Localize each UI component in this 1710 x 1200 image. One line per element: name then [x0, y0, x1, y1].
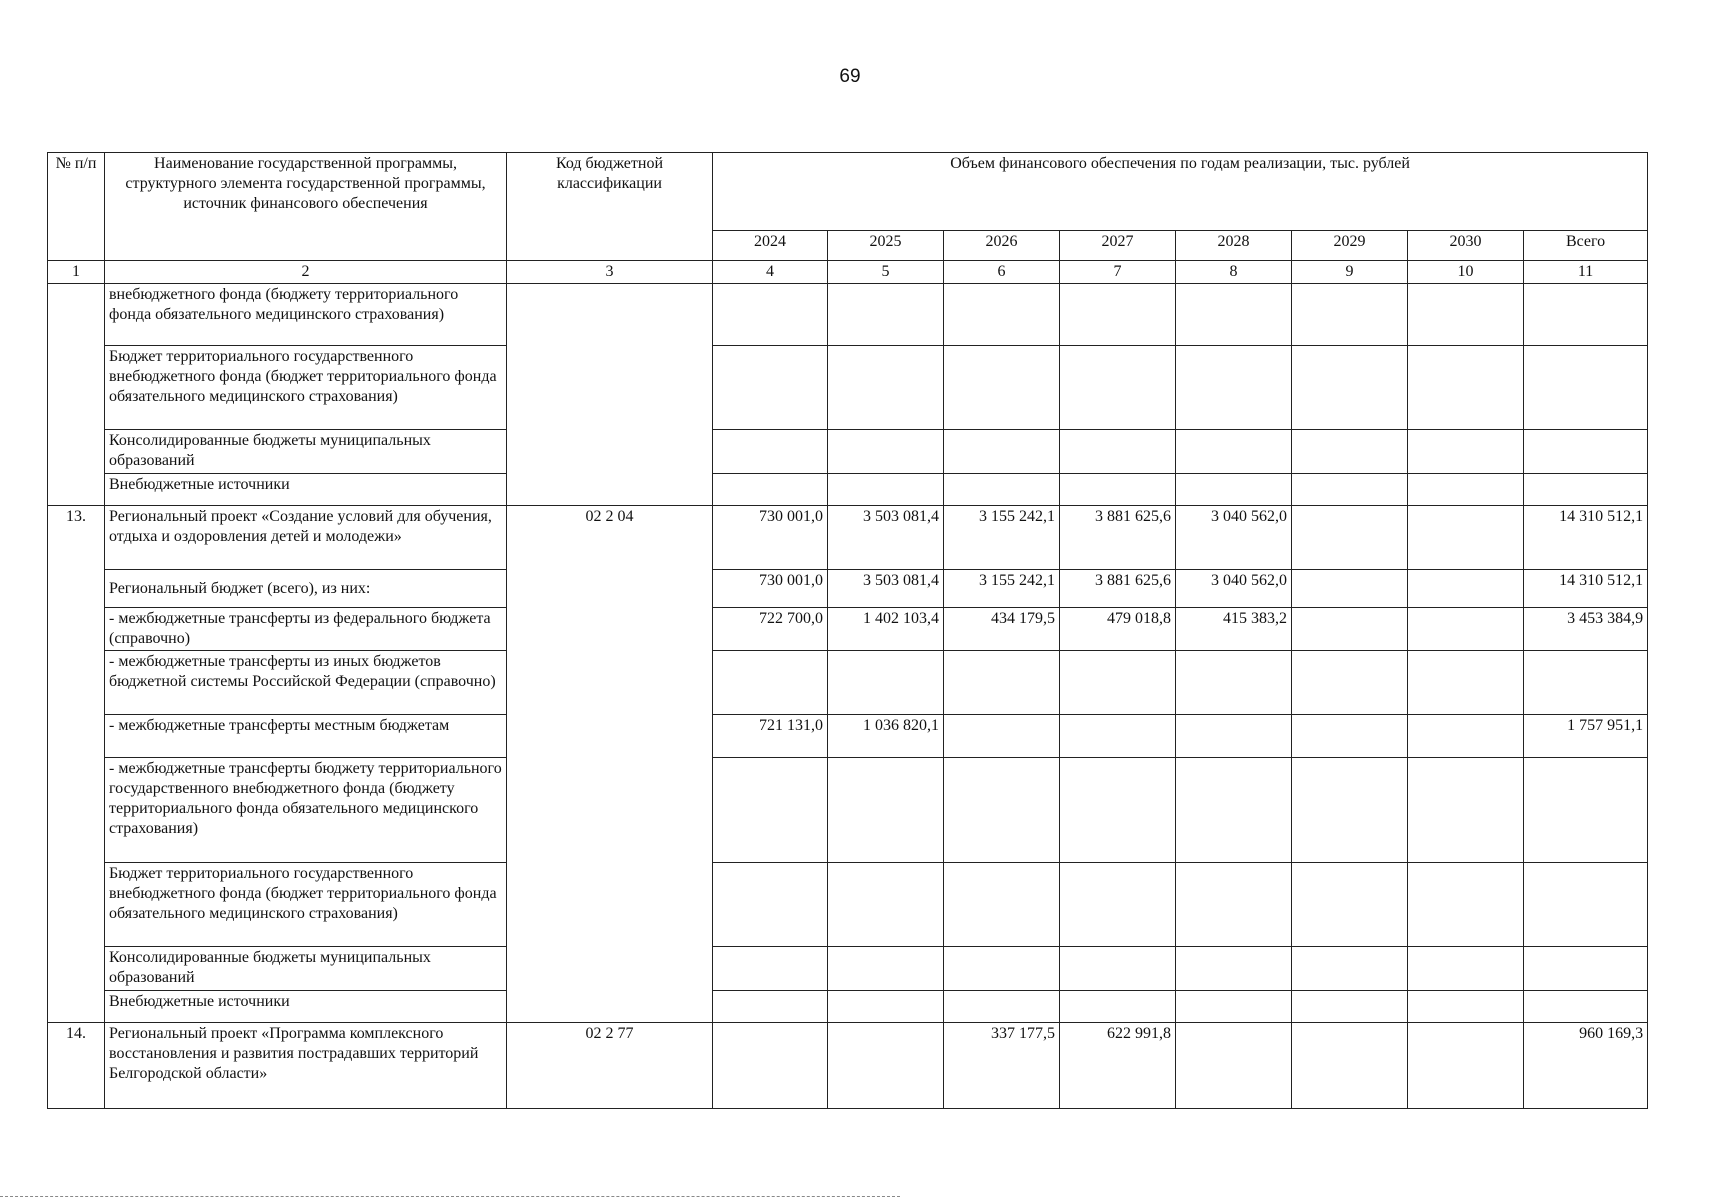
- source-name: Региональный бюджет (всего), из них:: [105, 570, 507, 608]
- value-cell: [828, 863, 944, 947]
- value-cell: 3 881 625,6: [1060, 506, 1176, 570]
- code-cell: [507, 284, 713, 506]
- table-row: [48, 651, 1648, 715]
- table-row: [48, 715, 1648, 758]
- value-cell: [1408, 570, 1524, 608]
- value-cell: [828, 346, 944, 430]
- value-cell: [1292, 715, 1408, 758]
- value-cell: [1176, 284, 1292, 346]
- value-cell: [1524, 284, 1648, 346]
- num-cell: [48, 284, 105, 506]
- value-cell: 730 001,0: [713, 570, 828, 608]
- value-cell: [1176, 947, 1292, 991]
- source-name: - межбюджетные трансферты из иных бюджетов бюджетной системы Российской Федерации (справочно): [105, 651, 507, 715]
- project-name: Региональный проект «Программа комплексного восстановления и развития пострадавших территорий Белгородской области»: [105, 1023, 507, 1109]
- table-row: [48, 1023, 1648, 1109]
- column-number: 5: [828, 261, 944, 284]
- value-cell: [1176, 474, 1292, 506]
- header-year: 2024: [713, 231, 828, 261]
- budget-table: [47, 152, 1648, 1109]
- table-row: [48, 570, 1648, 608]
- value-cell: 3 040 562,0: [1176, 506, 1292, 570]
- value-cell: [713, 758, 828, 863]
- value-cell: [1292, 651, 1408, 715]
- column-number: 1: [48, 261, 105, 284]
- value-cell: 415 383,2: [1176, 608, 1292, 651]
- source-name: - межбюджетные трансферты бюджету территориального государственного внебюджетного фонда (бюджету территориального фонда обязательного медицинского страхования): [105, 758, 507, 863]
- source-name: Внебюджетные источники: [105, 474, 507, 506]
- total-cell: 14 310 512,1: [1524, 570, 1648, 608]
- value-cell: 730 001,0: [713, 506, 828, 570]
- value-cell: [1408, 947, 1524, 991]
- value-cell: 622 991,8: [1060, 1023, 1176, 1109]
- header-year: 2027: [1060, 231, 1176, 261]
- table-row: [48, 474, 1648, 506]
- table-row: [48, 991, 1648, 1023]
- column-number: 9: [1292, 261, 1408, 284]
- value-cell: [1060, 947, 1176, 991]
- value-cell: 722 700,0: [713, 608, 828, 651]
- value-cell: [1408, 608, 1524, 651]
- table-row: [48, 430, 1648, 474]
- value-cell: [713, 947, 828, 991]
- value-cell: [1408, 346, 1524, 430]
- total-cell: [1524, 863, 1648, 947]
- value-cell: [713, 1023, 828, 1109]
- value-cell: 1 402 103,4: [828, 608, 944, 651]
- value-cell: [1524, 474, 1648, 506]
- value-cell: [1060, 651, 1176, 715]
- value-cell: [828, 284, 944, 346]
- table-row: [48, 863, 1648, 947]
- value-cell: [1292, 947, 1408, 991]
- value-cell: [1176, 430, 1292, 474]
- value-cell: [944, 346, 1060, 430]
- value-cell: [944, 758, 1060, 863]
- header-code: Код бюджетной классификации: [507, 153, 713, 261]
- table-row: [48, 506, 1648, 570]
- value-cell: [828, 430, 944, 474]
- value-cell: [1176, 863, 1292, 947]
- value-cell: 3 155 242,1: [944, 570, 1060, 608]
- column-number: 10: [1408, 261, 1524, 284]
- value-cell: [1060, 284, 1176, 346]
- value-cell: [944, 284, 1060, 346]
- value-cell: [1060, 430, 1176, 474]
- source-name: Бюджет территориального государственного внебюджетного фонда (бюджет территориального фонда обязательного медицинского страхования): [105, 346, 507, 430]
- total-cell: 1 757 951,1: [1524, 715, 1648, 758]
- column-number: 6: [944, 261, 1060, 284]
- total-cell: [1524, 991, 1648, 1023]
- value-cell: [944, 863, 1060, 947]
- total-cell: [1524, 947, 1648, 991]
- source-name: Внебюджетные источники: [105, 991, 507, 1023]
- value-cell: 3 503 081,4: [828, 570, 944, 608]
- value-cell: [1292, 284, 1408, 346]
- value-cell: [828, 758, 944, 863]
- source-name: - межбюджетные трансферты из федерального бюджета (справочно): [105, 608, 507, 651]
- value-cell: [1408, 715, 1524, 758]
- table-row: [48, 608, 1648, 651]
- value-cell: [944, 715, 1060, 758]
- value-cell: [1060, 863, 1176, 947]
- value-cell: [1292, 474, 1408, 506]
- total-cell: 3 453 384,9: [1524, 608, 1648, 651]
- value-cell: [1408, 284, 1524, 346]
- source-name: - межбюджетные трансферты местным бюджетам: [105, 715, 507, 758]
- value-cell: [1292, 506, 1408, 570]
- total-cell: [1524, 758, 1648, 863]
- scan-edge-line: [0, 1196, 900, 1197]
- column-number: 4: [713, 261, 828, 284]
- value-cell: [828, 947, 944, 991]
- value-cell: [1176, 758, 1292, 863]
- column-number: 3: [507, 261, 713, 284]
- budget-code: 02 2 77: [507, 1023, 713, 1109]
- header-year: 2026: [944, 231, 1060, 261]
- value-cell: [1408, 506, 1524, 570]
- header-total: Всего: [1524, 231, 1648, 261]
- value-cell: 3 881 625,6: [1060, 570, 1176, 608]
- value-cell: [944, 947, 1060, 991]
- value-cell: [1176, 715, 1292, 758]
- value-cell: 3 040 562,0: [1176, 570, 1292, 608]
- page-number: 69: [839, 66, 861, 87]
- table-row: [48, 758, 1648, 863]
- value-cell: [944, 991, 1060, 1023]
- value-cell: [713, 430, 828, 474]
- value-cell: [1176, 991, 1292, 1023]
- value-cell: [1524, 346, 1648, 430]
- table-row: [48, 284, 1648, 346]
- value-cell: [1408, 991, 1524, 1023]
- value-cell: [1060, 991, 1176, 1023]
- header-year: 2028: [1176, 231, 1292, 261]
- value-cell: [1176, 346, 1292, 430]
- value-cell: 721 131,0: [713, 715, 828, 758]
- column-number: 7: [1060, 261, 1176, 284]
- value-cell: [828, 474, 944, 506]
- source-name: внебюджетного фонда (бюджету территориального фонда обязательного медицинского страхования): [105, 284, 507, 346]
- value-cell: [1176, 651, 1292, 715]
- source-name: Бюджет территориального государственного внебюджетного фонда (бюджет территориального фонда обязательного медицинского страхования): [105, 863, 507, 947]
- source-name: Консолидированные бюджеты муниципальных образований: [105, 947, 507, 991]
- value-cell: [713, 651, 828, 715]
- total-cell: 960 169,3: [1524, 1023, 1648, 1109]
- header-num: № п/п: [48, 153, 105, 261]
- value-cell: [1292, 863, 1408, 947]
- value-cell: 3 503 081,4: [828, 506, 944, 570]
- budget-code: 02 2 04: [507, 506, 713, 1023]
- value-cell: [1292, 991, 1408, 1023]
- source-name: Консолидированные бюджеты муниципальных образований: [105, 430, 507, 474]
- value-cell: [1060, 474, 1176, 506]
- row-number: 13.: [48, 506, 105, 1023]
- value-cell: [1408, 651, 1524, 715]
- value-cell: [1292, 346, 1408, 430]
- value-cell: [828, 991, 944, 1023]
- value-cell: [944, 430, 1060, 474]
- value-cell: 434 179,5: [944, 608, 1060, 651]
- value-cell: 3 155 242,1: [944, 506, 1060, 570]
- value-cell: 479 018,8: [1060, 608, 1176, 651]
- column-number: 11: [1524, 261, 1648, 284]
- table-row: [48, 947, 1648, 991]
- header-name: Наименование государственной программы, структурного элемента государственной программы, источник финансового обеспечения: [105, 153, 507, 261]
- column-number: 8: [1176, 261, 1292, 284]
- value-cell: [944, 474, 1060, 506]
- row-number: 14.: [48, 1023, 105, 1109]
- header-volume: Объем финансового обеспечения по годам реализации, тыс. рублей: [713, 153, 1648, 231]
- value-cell: 1 036 820,1: [828, 715, 944, 758]
- value-cell: [1408, 474, 1524, 506]
- total-cell: 14 310 512,1: [1524, 506, 1648, 570]
- header-year: 2030: [1408, 231, 1524, 261]
- value-cell: [828, 651, 944, 715]
- value-cell: [1408, 863, 1524, 947]
- value-cell: [1524, 430, 1648, 474]
- value-cell: [713, 346, 828, 430]
- value-cell: [1292, 430, 1408, 474]
- value-cell: [1060, 715, 1176, 758]
- value-cell: [1408, 1023, 1524, 1109]
- value-cell: [1408, 430, 1524, 474]
- value-cell: [713, 991, 828, 1023]
- table-row: [48, 346, 1648, 430]
- value-cell: [1408, 758, 1524, 863]
- project-name: Региональный проект «Создание условий для обучения, отдыха и оздоровления детей и молодежи»: [105, 506, 507, 570]
- value-cell: 337 177,5: [944, 1023, 1060, 1109]
- value-cell: [1292, 570, 1408, 608]
- value-cell: [1176, 1023, 1292, 1109]
- column-number: 2: [105, 261, 507, 284]
- header-year: 2025: [828, 231, 944, 261]
- value-cell: [713, 863, 828, 947]
- value-cell: [713, 284, 828, 346]
- value-cell: [1060, 758, 1176, 863]
- value-cell: [1292, 1023, 1408, 1109]
- value-cell: [1060, 346, 1176, 430]
- value-cell: [713, 474, 828, 506]
- value-cell: [1292, 758, 1408, 863]
- value-cell: [1292, 608, 1408, 651]
- total-cell: [1524, 651, 1648, 715]
- header-year: 2029: [1292, 231, 1408, 261]
- value-cell: [944, 651, 1060, 715]
- value-cell: [828, 1023, 944, 1109]
